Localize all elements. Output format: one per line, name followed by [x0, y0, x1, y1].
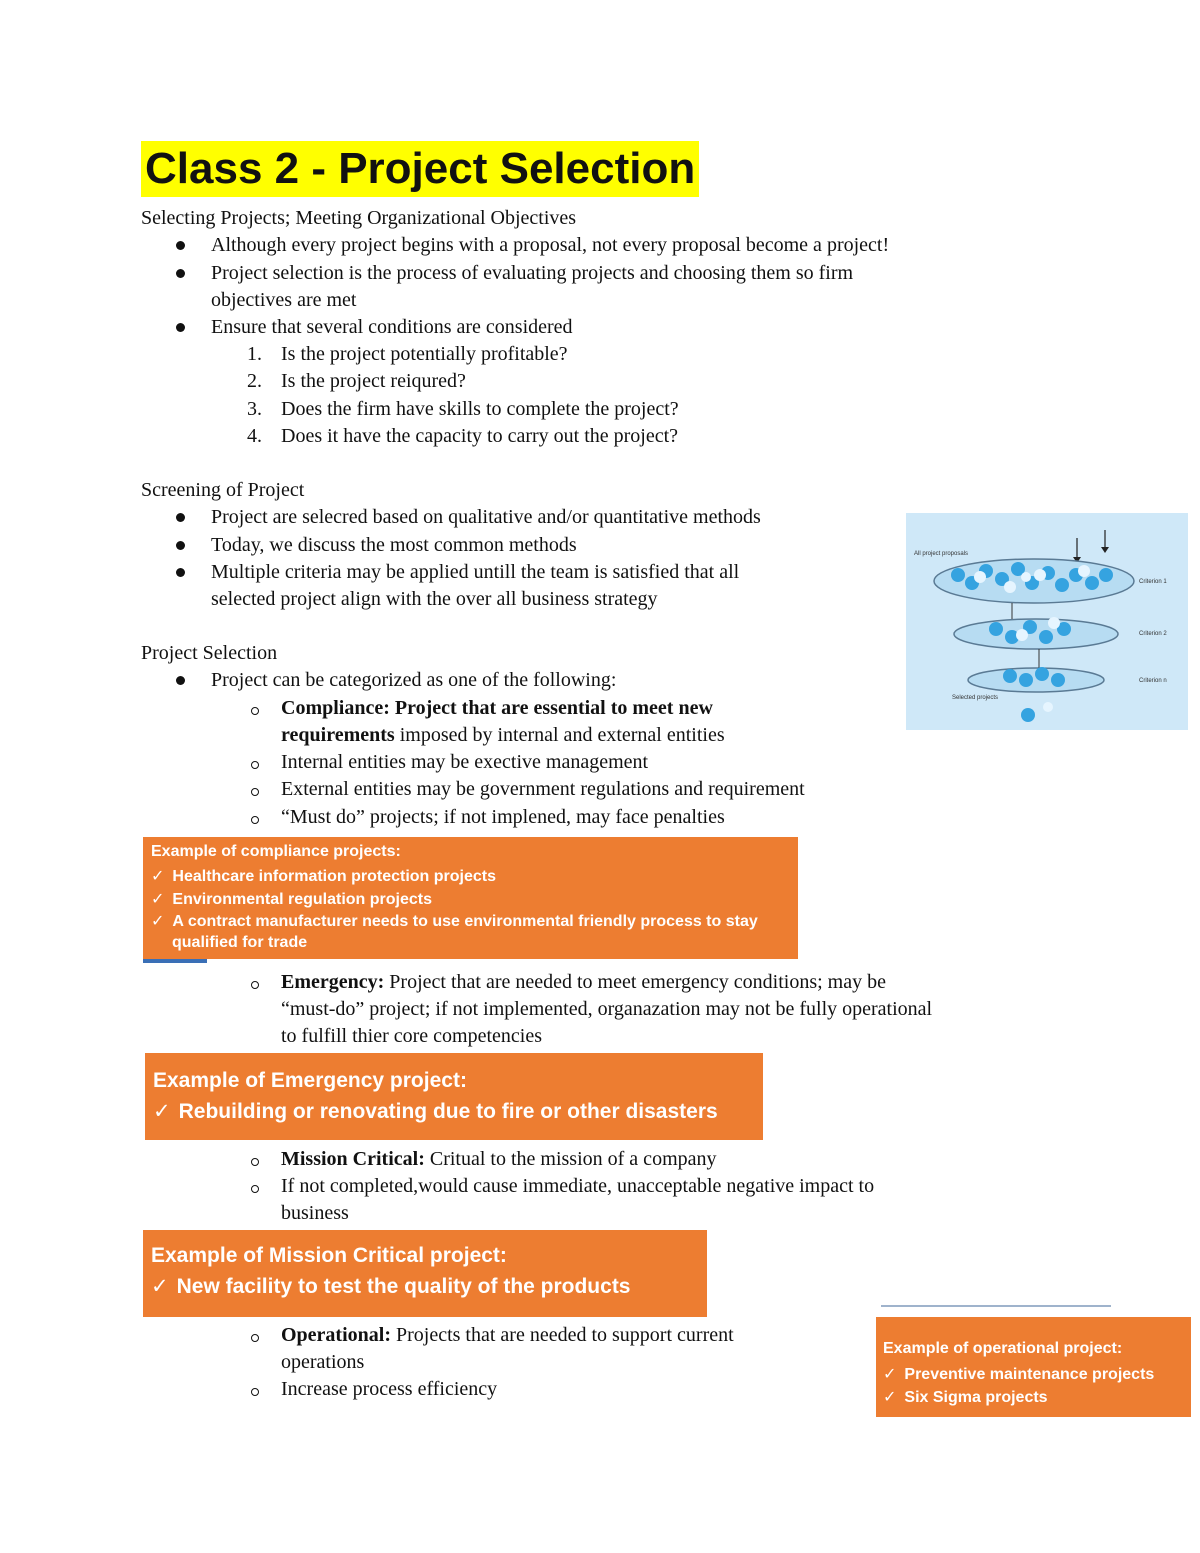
sub-bullet-icon — [251, 816, 259, 824]
checkmark-icon: ✓ — [883, 1389, 897, 1406]
mission-definition — [281, 1146, 717, 1173]
numbered-item: Does it have the capacity to carry out the project? — [281, 425, 679, 447]
list-number: 4. — [247, 425, 262, 447]
sub-bullet-icon — [251, 1158, 259, 1166]
emergency-desc-line3: to fulfill thier core competencies — [281, 1025, 543, 1047]
compliance-example-item — [151, 866, 496, 886]
bullet-icon — [176, 323, 185, 332]
list-item: Project selection is the process of evaluating projects and choosing them so firm — [211, 262, 854, 284]
operational-definition — [281, 1322, 734, 1349]
compliance-term: Compliance: Project that are essential to meet new — [281, 697, 713, 719]
compliance-definition — [281, 695, 713, 722]
numbered-item: Does the firm have skills to complete the project? — [281, 398, 679, 420]
section-heading-selecting: Selecting Projects; Meeting Organizational Objectives — [141, 207, 577, 229]
compliance-example-item — [151, 911, 758, 931]
bullet-icon — [176, 269, 185, 278]
compliance-example-box — [143, 837, 798, 959]
sub-list-item: If not completed,would cause immediate, unacceptable negative impact to — [281, 1175, 875, 1197]
compliance-example-text: Healthcare information protection projects — [172, 868, 497, 885]
compliance-term-cont: requirements — [281, 724, 395, 746]
list-item: Although every project begins with a proposal, not every proposal become a project! — [211, 234, 890, 256]
mission-example-item — [151, 1274, 631, 1299]
funnel-diagram-icon — [906, 513, 1188, 730]
bullet-icon — [176, 568, 185, 577]
operational-example-box — [876, 1317, 1191, 1417]
operational-desc: Projects that are needed to support current — [391, 1324, 734, 1346]
compliance-example-item — [151, 889, 432, 909]
emergency-example-title: Example of Emergency project: — [153, 1069, 467, 1092]
operational-term: Operational: — [281, 1324, 391, 1346]
list-number: 3. — [247, 398, 262, 420]
sub-list-item: External entities may be government regulations and requirement — [281, 778, 805, 800]
compliance-example-title: Example of compliance projects: — [151, 843, 401, 860]
list-item-continuation: selected project align with the over all business strategy — [211, 588, 658, 610]
operational-example-item — [883, 1387, 1048, 1407]
mission-example-box — [143, 1230, 707, 1317]
operational-example-text: Six Sigma projects — [904, 1389, 1048, 1406]
section-heading-screening: Screening of Project — [141, 479, 305, 501]
checkmark-icon: ✓ — [151, 913, 165, 930]
funnel-label-all: All project proposals — [914, 551, 969, 557]
sub-bullet-icon — [251, 981, 259, 989]
sub-bullet-icon — [251, 1334, 259, 1342]
sub-list-item-continuation: business — [281, 1202, 349, 1224]
operational-example-title: Example of operational project: — [883, 1340, 1123, 1357]
compliance-example-continuation: qualified for trade — [172, 934, 308, 951]
checkmark-icon: ✓ — [153, 1100, 171, 1123]
operational-example-text: Preventive maintenance projects — [904, 1366, 1155, 1383]
emergency-desc-line2: “must-do” project; if not implemented, organazation may not be fully operational — [281, 998, 933, 1020]
bullet-icon — [176, 676, 185, 685]
emergency-desc: Project that are needed to meet emergency conditions; may be — [384, 971, 886, 993]
page-title: Class 2 - Project Selection — [141, 141, 699, 197]
funnel-label-criterion-2: Criterion 2 — [1139, 631, 1167, 637]
sub-bullet-icon — [251, 1388, 259, 1396]
bullet-icon — [176, 541, 185, 550]
sub-bullet-icon — [251, 1185, 259, 1193]
funnel-label-criterion-1: Criterion 1 — [1139, 579, 1167, 585]
funnel-label-selected: Selected projects — [952, 695, 999, 701]
bullet-icon — [176, 241, 185, 250]
sub-bullet-icon — [251, 761, 259, 769]
list-item-continuation: objectives are met — [211, 289, 357, 311]
funnel-label-criterion-n: Criterion n — [1139, 678, 1167, 684]
operational-example-item — [883, 1364, 1154, 1384]
checkmark-icon: ✓ — [151, 1275, 169, 1298]
list-item: Ensure that several conditions are considered — [211, 316, 573, 338]
compliance-example-text: Environmental regulation projects — [172, 891, 433, 908]
checkmark-icon: ✓ — [883, 1366, 897, 1383]
section-heading-project-selection: Project Selection — [141, 642, 278, 664]
list-number: 2. — [247, 370, 262, 392]
checkmark-icon: ✓ — [151, 891, 165, 908]
image-edge-decoration — [143, 959, 207, 963]
list-item: Multiple criteria may be applied untill the team is satisfied that all — [211, 561, 740, 583]
compliance-desc: imposed by internal and external entities — [394, 724, 725, 746]
sub-bullet-icon — [251, 707, 259, 715]
bullet-icon — [176, 513, 185, 522]
compliance-example-text: A contract manufacturer needs to use environmental friendly process to stay — [172, 913, 758, 930]
list-item: Project can be categorized as one of the following: — [211, 669, 617, 691]
sub-list-item: Increase process efficiency — [281, 1378, 498, 1400]
emergency-example-item — [153, 1099, 718, 1124]
mission-desc: Critual to the mission of a company — [424, 1148, 717, 1170]
sub-list-item: Internal entities may be exective management — [281, 751, 649, 773]
numbered-item: Is the project reiqured? — [281, 370, 466, 392]
checkmark-icon: ✓ — [151, 868, 165, 885]
image-edge-decoration — [881, 1305, 1111, 1307]
list-item: Project are selecred based on qualitative and/or quantitative methods — [211, 506, 761, 528]
screening-funnel-figure — [906, 513, 1188, 730]
mission-example-title: Example of Mission Critical project: — [151, 1244, 507, 1267]
compliance-definition-cont — [281, 722, 725, 749]
emergency-example-text: Rebuilding or renovating due to fire or other disasters — [178, 1100, 718, 1123]
operational-desc-line2: operations — [281, 1351, 365, 1373]
numbered-item: Is the project potentially profitable? — [281, 343, 568, 365]
emergency-term: Emergency: — [281, 971, 385, 993]
sub-list-item: “Must do” projects; if not implened, may face penalties — [281, 806, 725, 828]
emergency-example-box — [145, 1053, 763, 1140]
list-item: Today, we discuss the most common methods — [211, 534, 577, 556]
mission-term: Mission Critical: — [281, 1148, 425, 1170]
sub-bullet-icon — [251, 788, 259, 796]
emergency-definition — [281, 969, 886, 996]
list-number: 1. — [247, 343, 262, 365]
mission-example-text: New facility to test the quality of the products — [176, 1275, 631, 1298]
